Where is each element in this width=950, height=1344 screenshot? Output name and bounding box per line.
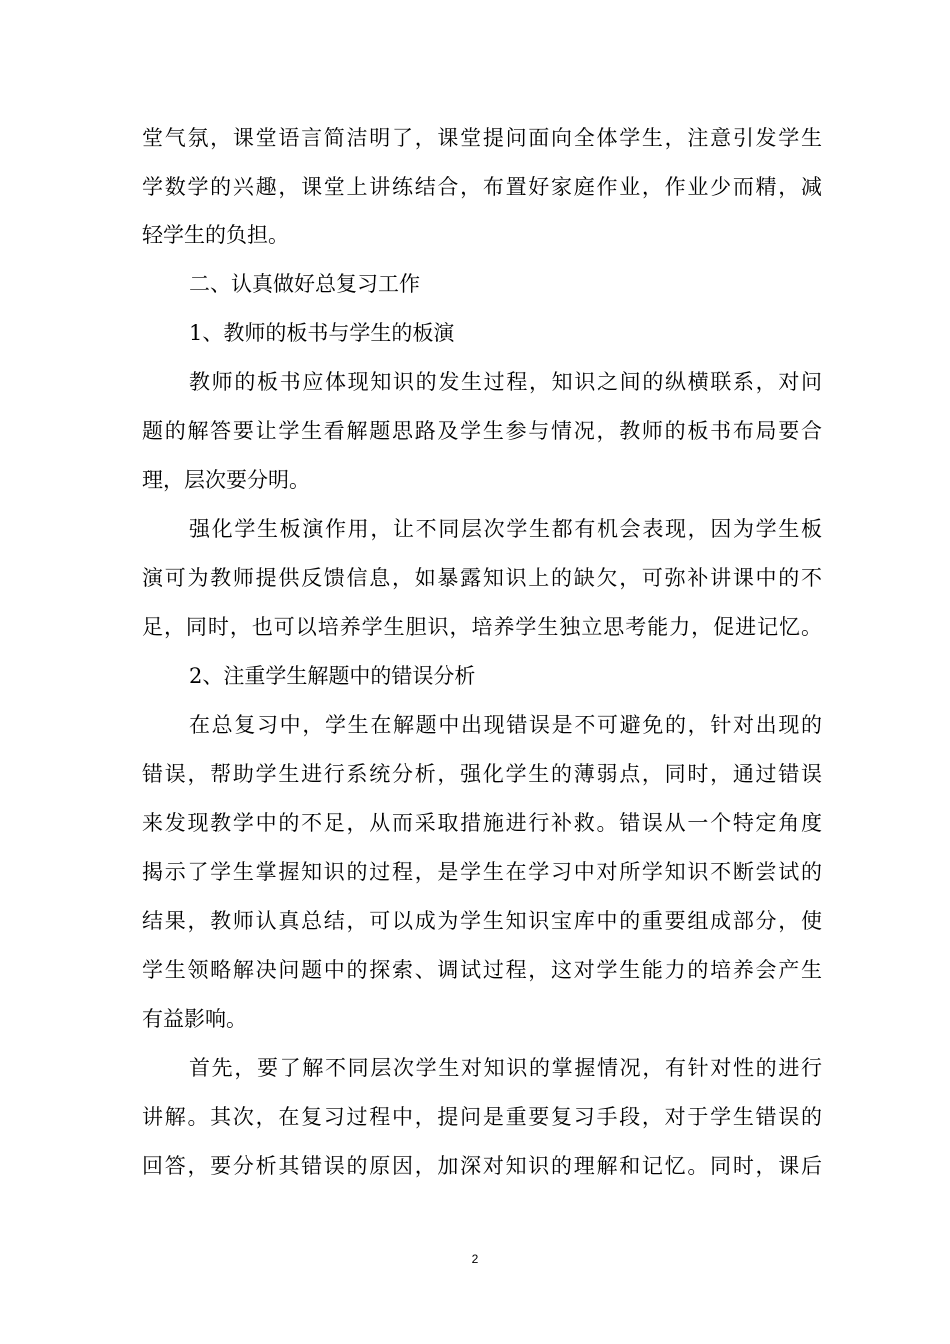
paragraph-line: 回答，要分析其错误的原因，加深对知识的理解和记忆。同时，课后 <box>142 1154 822 1178</box>
paragraph-line: 强化学生板演作用，让不同层次学生都有机会表现，因为学生板 <box>189 517 822 541</box>
paragraph-line: 揭示了学生掌握知识的过程，是学生在学习中对所学知识不断尝试的 <box>142 860 822 884</box>
subsection-heading: 1、教师的板书与学生的板演 <box>189 321 455 345</box>
paragraph-line: 结果，教师认真总结，可以成为学生知识宝库中的重要组成部分，使 <box>142 909 822 933</box>
paragraph-line: 教师的板书应体现知识的发生过程，知识之间的纵横联系，对问 <box>189 370 822 394</box>
paragraph-line: 来发现教学中的不足，从而采取措施进行补救。错误从一个特定角度 <box>142 811 822 835</box>
paragraph-line: 首先，要了解不同层次学生对知识的掌握情况，有针对性的进行 <box>189 1056 822 1080</box>
section-heading: 二、认真做好总复习工作 <box>189 272 420 296</box>
paragraph-line: 轻学生的负担。 <box>142 223 289 247</box>
paragraph-line: 理，层次要分明。 <box>142 468 310 492</box>
paragraph-line: 学数学的兴趣，课堂上讲练结合，布置好家庭作业，作业少而精，减 <box>142 175 822 199</box>
paragraph-line: 错误，帮助学生进行系统分析，强化学生的薄弱点，同时，通过错误 <box>142 762 822 786</box>
paragraph-line: 堂气氛，课堂语言简洁明了，课堂提问面向全体学生，注意引发学生 <box>142 126 822 150</box>
page-number: 2 <box>471 1252 479 1266</box>
paragraph-line: 学生领略解决问题中的探索、调试过程，这对学生能力的培养会产生 <box>142 958 822 982</box>
subsection-heading: 2、注重学生解题中的错误分析 <box>189 664 476 688</box>
paragraph-line: 题的解答要让学生看解题思路及学生参与情况，教师的板书布局要合 <box>142 419 822 443</box>
paragraph-line: 讲解。其次，在复习过程中，提问是重要复习手段，对于学生错误的 <box>142 1105 822 1129</box>
paragraph-line: 演可为教师提供反馈信息，如暴露知识上的缺欠，可弥补讲课中的不 <box>142 566 822 590</box>
paragraph-line: 在总复习中，学生在解题中出现错误是不可避免的，针对出现的 <box>189 713 822 737</box>
paragraph-line: 足，同时，也可以培养学生胆识，培养学生独立思考能力，促进记忆。 <box>142 615 822 639</box>
paragraph-line: 有益影响。 <box>142 1007 247 1031</box>
